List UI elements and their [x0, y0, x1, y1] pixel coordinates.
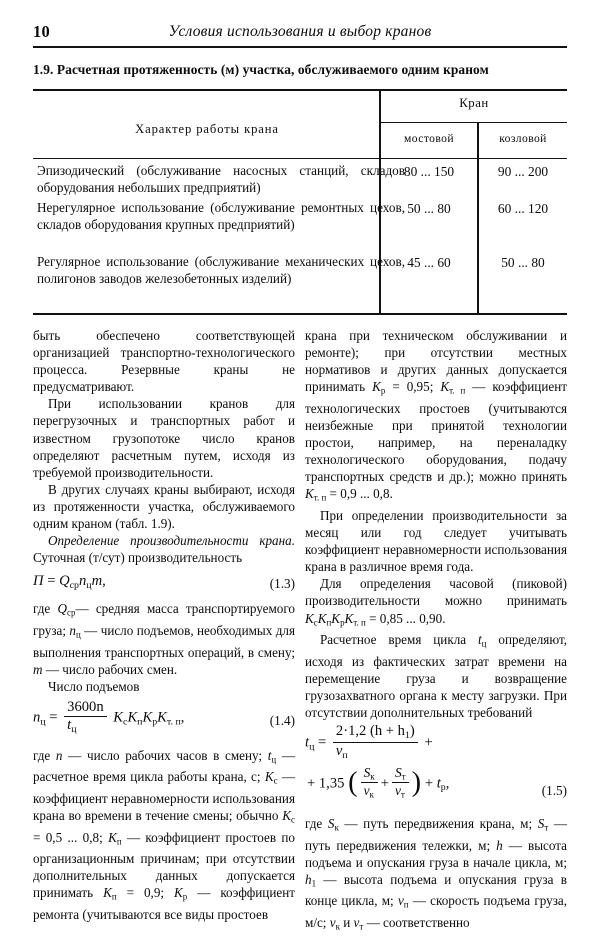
subscript: ц — [71, 723, 77, 735]
equation-body — [33, 573, 106, 594]
page-number: 10 — [33, 22, 51, 41]
paragraph-text: — число рабочих смен. — [42, 661, 178, 677]
header-rule — [33, 46, 567, 48]
paragraph-text: — средняя масса транспортируемого груза; — [33, 601, 295, 638]
table-rule-bottom — [33, 313, 567, 315]
table-header-group: Кран — [459, 96, 489, 110]
run-in-heading: Определение производительности крана. — [48, 533, 295, 549]
symbol-k: K — [440, 379, 450, 395]
subscript: т — [544, 822, 549, 833]
equation-number: (1.4) — [269, 712, 295, 728]
paragraph-text: — коэффициент неравномерности использования крана во времени в течение смены; обычно — [33, 769, 295, 824]
paragraph-text: где — [33, 747, 56, 763]
body-text-right-column — [305, 327, 567, 936]
subscript: к — [370, 771, 375, 782]
paragraph-text: и — [339, 915, 354, 931]
table-cell-gantry: 90 ... 200 — [497, 164, 549, 179]
paragraph-text: = 0,9; — [116, 885, 175, 901]
fraction — [361, 766, 378, 800]
paragraph-text: — число рабочих часов в смену; — [62, 747, 268, 763]
table-row — [33, 199, 567, 253]
symbol-s: S — [363, 765, 371, 781]
fraction-numerator — [392, 766, 409, 782]
paragraph-text: — расчетное время цикла работы крана, с; — [33, 747, 295, 785]
paragraph: В других случаях краны выбирают, исходя из протяженности участка, обслуживаемого одним краном (табл. 1.9). — [33, 481, 295, 532]
table-row — [33, 253, 567, 309]
table-cell-description: Эпизодический (обслуживание насосных станций, складов оборудования небольших предприятий) — [37, 163, 405, 196]
equation-number: (1.5) — [541, 782, 567, 798]
equation-1-5-line-1 — [305, 725, 567, 767]
paragraph-text: = 0,85 ... 0,90. — [365, 610, 446, 626]
table-rule-top — [33, 89, 567, 91]
body-text-left-column — [33, 327, 295, 923]
equation-tail: , — [180, 709, 185, 726]
symbol-k: K — [305, 486, 314, 502]
paragraph-text: — высота подъема и опускания груза в начале цикла, м; — [305, 837, 567, 870]
fraction-denominator — [361, 782, 378, 800]
paragraph — [305, 575, 567, 631]
paragraph-text: Расчетное время цикла — [320, 632, 479, 648]
subscript: 1 — [311, 878, 317, 889]
subscript: р — [182, 891, 188, 902]
paragraph-text: — коэффициент технологических простоев (учитываются неизбежные при принятой технологии простои, например, на переналадку технологического оборудования, подачу транспортных средств и др.); можно принять — [305, 379, 567, 485]
equation-subscript: ср — [69, 580, 79, 592]
equation-lhs: П — [33, 573, 44, 590]
equation-relation: = — [47, 573, 56, 590]
paragraph-text: — соответственно — [363, 915, 470, 931]
subscript: п — [326, 617, 332, 627]
symbol-k: K — [264, 769, 274, 785]
paragraph-text: = 0,95; — [385, 379, 441, 395]
table-body — [33, 162, 567, 309]
symbol-k: K — [282, 808, 292, 824]
equation-subscript: ц — [40, 716, 46, 728]
equation-symbol-q: Q — [59, 573, 70, 590]
symbol-h: h — [496, 837, 503, 853]
fraction-numerator — [333, 724, 418, 741]
symbol-q: Q — [57, 601, 67, 617]
subscript: ц — [481, 638, 487, 649]
subscript: т — [400, 790, 405, 801]
symbol-s: S — [327, 816, 335, 832]
subscript: ц — [271, 754, 277, 765]
fraction — [392, 766, 409, 800]
symbol-t: t — [478, 632, 482, 648]
table-cell-overhead: 80 ... 150 — [403, 164, 455, 179]
paragraph: При использовании кранов для перегрузочных и транспортных работ и известном грузопотоке число кранов определяют расчетным путем, исходя из требуемой производительности. — [33, 396, 295, 480]
equation-operator: + — [424, 734, 433, 751]
paragraph — [305, 327, 567, 507]
paragraph-text: — число подъемов, необходимых для выполнения транспортных операций, в смену; — [33, 622, 295, 660]
subscript: ц — [76, 629, 81, 640]
subscript: р — [380, 385, 386, 396]
equation-1-4 — [33, 698, 295, 741]
paragraph-text: — высота подъема и опускания груза в конце цикла, м; — [305, 871, 567, 909]
table-row — [33, 162, 567, 199]
paragraph: При определении производительности за месяц или год следует учитывать коэффициент неравномерности использования крана в различное время года. — [305, 507, 567, 575]
equation-coefficient: + 1,35 — [307, 775, 345, 792]
equation-lhs: n — [33, 709, 41, 726]
table-cell-description: Регулярное использование (обслуживание механических цехов, полигонов заводов железобетонных изделий) — [37, 254, 405, 287]
subscript: к — [335, 921, 340, 932]
subscript: р — [152, 716, 158, 728]
symbol-v: v — [335, 742, 343, 759]
equation-operator: + — [380, 775, 389, 792]
subscript: п — [116, 836, 122, 847]
subscript: 1 — [404, 729, 410, 741]
equation-tail: , — [445, 775, 450, 792]
symbol-v: v — [329, 915, 336, 931]
symbol-k: K — [174, 885, 183, 901]
symbol-m: m — [33, 661, 43, 677]
equation-number: (1.3) — [269, 576, 295, 592]
subscript: п — [403, 899, 409, 910]
table-cell-overhead: 50 ... 80 — [407, 201, 451, 216]
symbol-t: t — [305, 734, 310, 751]
right-paren: ) — [411, 767, 422, 799]
paragraph-text: — путь передвижения тележки, м; — [305, 816, 567, 853]
symbol-k: K — [113, 709, 124, 726]
symbol-k: K — [108, 829, 117, 845]
symbol-k: K — [142, 709, 153, 726]
symbol-h: h — [305, 871, 312, 887]
paragraph — [33, 747, 295, 923]
equation-body — [33, 698, 185, 736]
table-caption: 1.9. Расчетная протяженность (м) участка, обслуживаемого одним краном — [33, 62, 489, 77]
symbol-k: K — [317, 610, 327, 626]
symbol-k: K — [103, 885, 112, 901]
subscript: т. п — [166, 716, 181, 728]
equation-1-5-line-2 — [305, 767, 567, 811]
running-head — [33, 22, 567, 46]
subscript: с — [313, 617, 318, 627]
paragraph — [33, 600, 295, 677]
paragraph — [305, 631, 567, 721]
subscript: п — [111, 891, 117, 902]
paragraph — [33, 532, 295, 566]
left-paren: ( — [348, 767, 358, 799]
paragraph-text: = 0,5 ... 0,8; — [33, 829, 109, 845]
numerator-text: 2·1,2 (h + h — [335, 723, 405, 740]
subscript: ц — [309, 741, 315, 753]
symbol-n: n — [69, 622, 76, 638]
symbol-k: K — [331, 610, 341, 626]
subscript: к — [369, 790, 374, 801]
subscript: с — [291, 814, 295, 825]
subscript: р — [340, 617, 345, 627]
subscript: п — [137, 716, 143, 728]
equation-body — [307, 767, 449, 801]
symbol-v: v — [363, 783, 370, 799]
fraction-denominator — [64, 716, 106, 735]
subscript: т — [359, 921, 364, 932]
symbol-s: S — [537, 816, 545, 832]
paragraph-text: — путь передвижения крана, м; — [338, 816, 538, 832]
paragraph: быть обеспечено соответствующей организацией транспортно-технологического процесса. Резервные краны не предусматривают. — [33, 328, 295, 395]
paragraph-text: Для определения часовой (пиковой) производительности можно принимать — [305, 576, 567, 609]
paragraph-text: — коэффициент ремонта (учитываются все виды простоев — [33, 885, 295, 923]
fraction-numerator — [361, 766, 378, 782]
paragraph-text: крана при техническом обслуживании и ремонте); при отсутствии местных нормативов и других данных допускается принимать — [305, 328, 567, 395]
running-head-title: Условия использования и выбор кранов — [168, 23, 432, 40]
symbol-t: t — [67, 716, 72, 733]
table-cell-gantry: 60 ... 120 — [497, 201, 549, 216]
paragraph-text: определяют, исходя из фактических затрат времени на перемещение груза и возвращение грузозахватного органа к месту загрузки. При отсутствии дополнительных требований — [305, 632, 568, 720]
subscript: т. п — [449, 385, 466, 396]
symbol-v: v — [394, 783, 401, 799]
subscript: п — [342, 749, 348, 761]
paragraph: Число подъемов — [48, 678, 140, 694]
subscript: с — [273, 775, 278, 786]
equation-relation: = — [318, 734, 327, 751]
equation-subscript: ц — [86, 580, 92, 592]
table-cell-gantry: 50 ... 80 — [501, 255, 545, 270]
paragraph-text: = 0,9 ... 0,8. — [326, 486, 393, 502]
paragraph-text: — скорость подъема груза, м/с; — [305, 893, 567, 931]
subscript: р — [440, 782, 446, 794]
equation-relation: = — [49, 709, 58, 726]
symbol-v: v — [353, 915, 360, 931]
table-header-description: Характер работы крана — [135, 122, 279, 136]
equation-symbol-m: m, — [91, 573, 106, 590]
subscript: ср — [67, 607, 76, 618]
fraction-denominator — [333, 742, 418, 761]
fraction-denominator — [392, 782, 409, 800]
equation-operator: + — [424, 775, 434, 792]
symbol-t: t — [267, 747, 272, 763]
paragraph-text: где — [305, 816, 328, 832]
symbol-v: v — [397, 893, 404, 909]
table-header-gantry-crane: козловой — [499, 132, 547, 145]
paragraph-text: — коэффициент простоев по организационным причинам; при отсутствии дополнительных данных допускается принимать — [33, 829, 295, 901]
symbol-k: K — [344, 610, 354, 626]
fraction — [64, 700, 106, 735]
fraction — [333, 724, 418, 760]
equation-body — [305, 725, 433, 761]
paragraph-text: Суточная (т/сут) производительность — [33, 550, 243, 566]
subscript: т. п — [353, 617, 366, 627]
symbol-k: K — [305, 610, 314, 626]
subscript: т — [401, 771, 406, 782]
equation-symbol-n: n — [79, 573, 87, 590]
table-rule-group — [381, 122, 567, 123]
symbol-k: K — [127, 709, 138, 726]
table-rule-header — [33, 158, 567, 159]
numerator-text: ) — [409, 723, 415, 740]
symbol-s: S — [394, 765, 402, 781]
subscript: т. п — [313, 492, 327, 503]
equation-1-3 — [33, 572, 295, 594]
symbol-n: n — [55, 747, 63, 763]
subscript: с — [123, 716, 128, 728]
fraction-numerator: 3600n — [67, 698, 104, 715]
subscript: к — [334, 822, 339, 833]
paragraph-text: где — [33, 601, 58, 617]
symbol-k: K — [157, 709, 167, 726]
symbol-k: K — [372, 379, 381, 395]
table-header-overhead-crane: мостовой — [404, 132, 454, 145]
symbol-t: t — [436, 775, 441, 792]
table-cell-description: Нерегулярное использование (обслуживание ремонтных цехов, складов оборудования крупных предприятий) — [37, 200, 405, 233]
paragraph — [305, 815, 567, 936]
table-cell-overhead: 45 ... 60 — [407, 255, 451, 270]
